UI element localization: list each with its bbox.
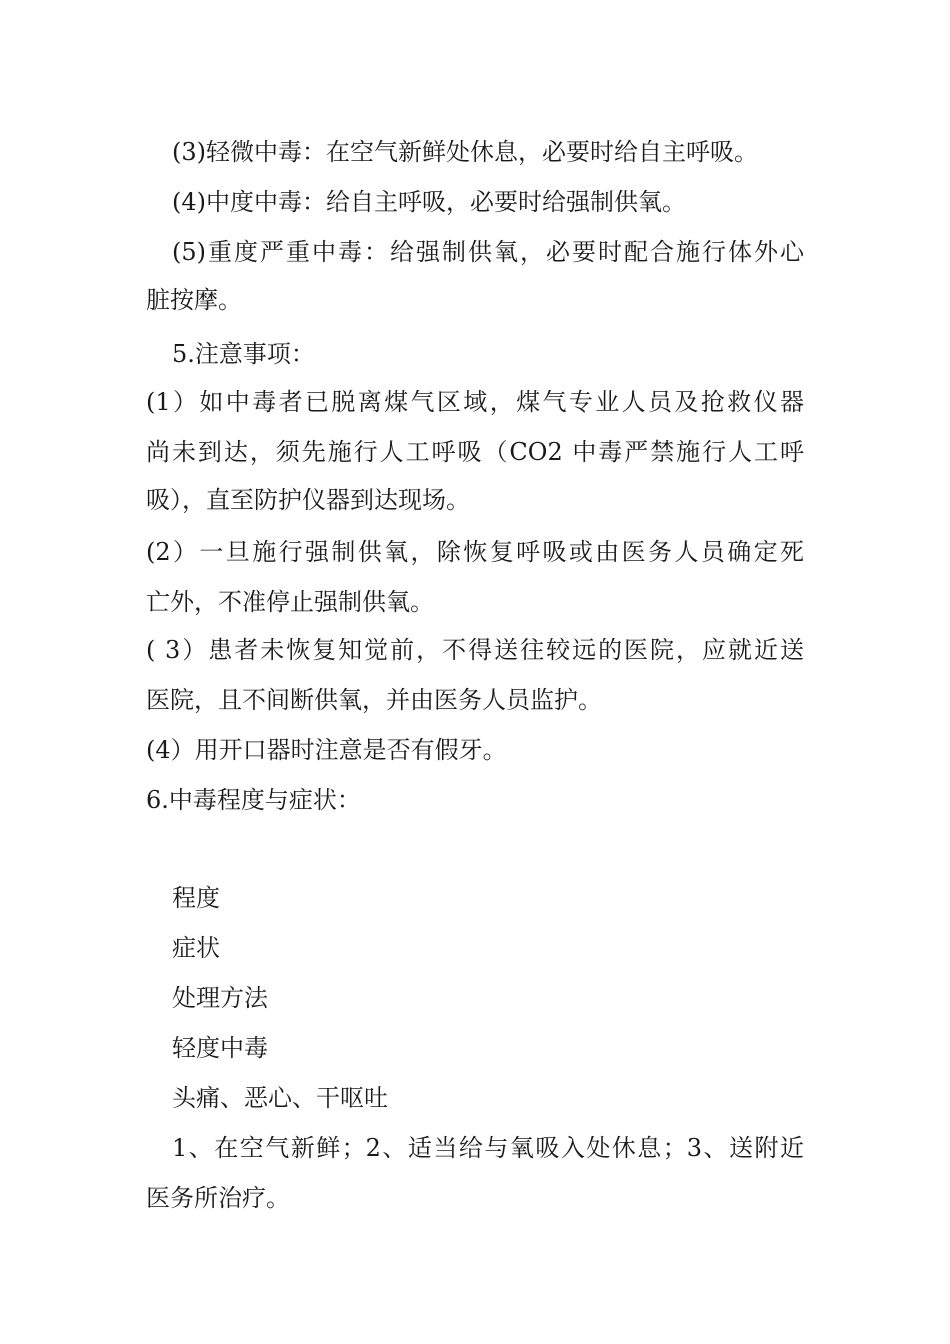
table-header-symptoms: 症状 — [172, 934, 220, 962]
table-cell-mild-symptoms: 头痛、恶心、干呕吐 — [172, 1084, 388, 1112]
table-header-treatment: 处理方法 — [172, 984, 268, 1012]
item-poisoning-severe-line1: (5)重度严重中毒：给强制供氧，必要时配合施行体外心 — [172, 238, 804, 266]
section-heading-poisoning-degree: 6.中毒程度与症状： — [146, 786, 361, 814]
precaution-2-line2: 亡外，不准停止强制供氧。 — [146, 588, 434, 616]
table-cell-mild-treatment-line1: 1、在空气新鲜；2、适当给与氧吸入处休息；3、送附近 — [172, 1134, 804, 1162]
precaution-1-line2: 尚未到达，须先施行人工呼吸（CO2 中毒严禁施行人工呼 — [146, 438, 804, 466]
section-heading-precautions: 5.注意事项： — [172, 340, 315, 368]
precaution-4: (4）用开口器时注意是否有假牙。 — [146, 736, 507, 764]
precaution-1-line1: (1）如中毒者已脱离煤气区域，煤气专业人员及抢救仪器 — [146, 388, 804, 416]
precaution-3-line1: ( 3）患者未恢复知觉前，不得送往较远的医院，应就近送 — [146, 636, 804, 664]
table-cell-mild-poisoning: 轻度中毒 — [172, 1034, 268, 1062]
table-cell-mild-treatment-line2: 医务所治疗。 — [146, 1184, 290, 1212]
precaution-3-line2: 医院，且不间断供氧，并由医务人员监护。 — [146, 686, 602, 714]
precaution-1-line3: 吸），直至防护仪器到达现场。 — [146, 486, 470, 514]
precaution-2-line1: (2）一旦施行强制供氧，除恢复呼吸或由医务人员确定死 — [146, 538, 804, 566]
table-header-degree: 程度 — [172, 884, 220, 912]
item-poisoning-moderate: (4)中度中毒：给自主呼吸，必要时给强制供氧。 — [172, 188, 686, 216]
item-poisoning-severe-line2: 脏按摩。 — [146, 286, 242, 314]
item-poisoning-mild: (3)轻微中毒：在空气新鲜处休息，必要时给自主呼吸。 — [172, 138, 758, 166]
